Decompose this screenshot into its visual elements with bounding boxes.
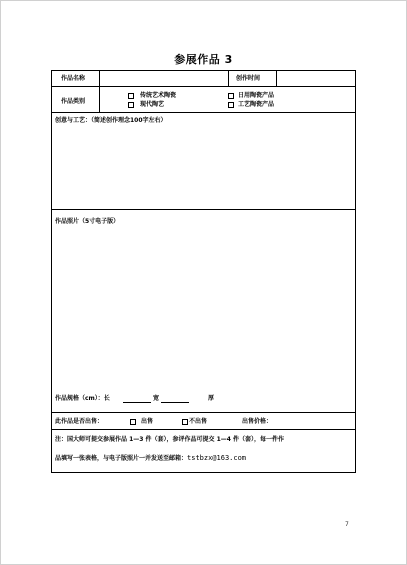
size-length-field[interactable] <box>123 402 151 403</box>
creation-time-label: 创作时间 <box>236 75 261 82</box>
work-name-field[interactable] <box>100 71 228 86</box>
category-label: 作品类别 <box>61 98 86 105</box>
entry-form-table <box>51 70 356 473</box>
photo-label: 作品照片（5寸电子版） <box>55 218 120 225</box>
page-title: 参展作品 3 <box>174 53 233 66</box>
size-thickness-label: 厚 <box>208 395 215 402</box>
category-option-traditional: 传统艺术陶瓷 <box>140 92 177 99</box>
note-line-1: 注：国大师可提交参展作品 1—3 件（套），参评作品可提交 1—4 件（套），每一件作 <box>55 436 285 443</box>
category-option-modern: 现代陶艺 <box>140 101 165 108</box>
sale-question-label: 此作品是否出售： <box>55 418 104 425</box>
sale-yes-label: 出售 <box>141 418 154 425</box>
divider <box>52 112 355 113</box>
creation-time-field[interactable] <box>277 71 355 86</box>
category-option-daily-use: 日用陶瓷产品 <box>238 92 275 99</box>
size-label: 作品规格（cm）：长 <box>55 395 110 402</box>
category-checkbox-traditional[interactable] <box>128 93 134 99</box>
category-checkbox-craft[interactable] <box>228 102 234 108</box>
divider <box>99 86 100 112</box>
note-line-2 <box>55 454 246 463</box>
submission-email: tstbzx@163.com <box>187 454 247 462</box>
work-name-label: 作品名称 <box>61 75 86 82</box>
size-width-label: 宽 <box>153 395 160 402</box>
sale-no-checkbox[interactable] <box>182 419 188 425</box>
divider <box>52 86 355 87</box>
divider <box>52 412 355 413</box>
sale-no-label: 不出售 <box>189 418 208 425</box>
category-checkbox-daily-use[interactable] <box>228 93 234 99</box>
divider <box>52 429 355 430</box>
category-checkbox-modern[interactable] <box>128 102 134 108</box>
concept-label: 创意与工艺：（简述创作理念100字左右） <box>55 117 167 124</box>
category-option-craft: 工艺陶瓷产品 <box>238 101 275 108</box>
concept-text-area[interactable] <box>52 126 355 206</box>
divider <box>52 209 355 210</box>
sale-price-label: 出售价格： <box>242 418 273 425</box>
note-line-2-text: 品填写一张表格，与电子版照片一并发送至邮箱： <box>55 455 188 462</box>
sale-yes-checkbox[interactable] <box>130 419 136 425</box>
size-width-field[interactable] <box>161 402 189 403</box>
page-number: 7 <box>345 521 349 528</box>
photo-area[interactable] <box>52 228 355 388</box>
sale-price-field[interactable] <box>278 414 354 428</box>
divider <box>228 71 229 86</box>
